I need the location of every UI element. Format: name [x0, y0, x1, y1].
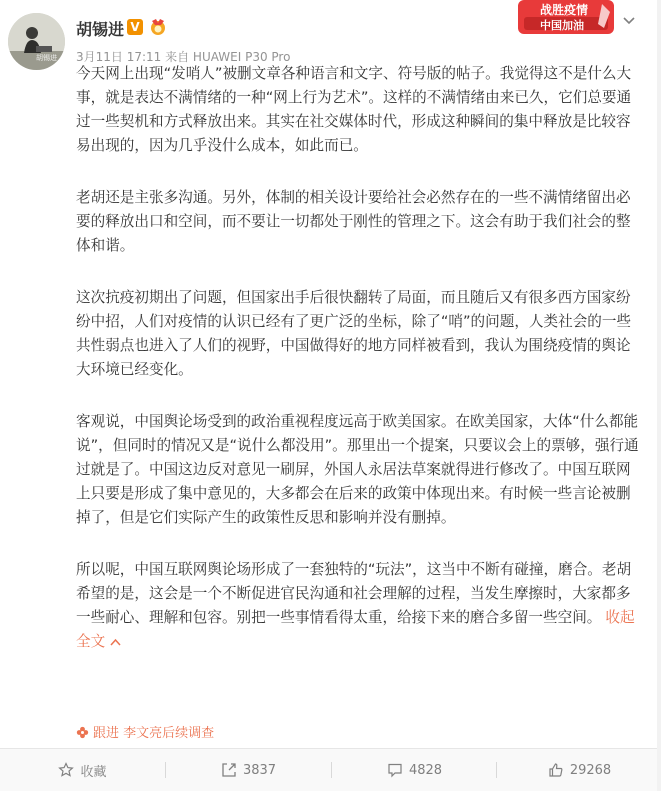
comment-button[interactable] [332, 749, 497, 791]
collapse-link[interactable]: 收起全文 [76, 609, 635, 650]
paragraph-5: 所以呢，中国互联网舆论场形成了一套独特的“玩法”，这当中不断有碰撞，磨合。老胡希望的是，这会是一个不断促进官民沟通和社会理解的过程，当发生摩擦时，大家都多一些耐心、理解和包容。别把一些事情看得太重，给接下来的磨合多留一些空间。 收起全文 [76, 561, 635, 650]
favorite-button[interactable] [0, 749, 165, 791]
author-name[interactable]: 胡锡进 [76, 20, 125, 39]
avatar-text: 胡锡进 [36, 54, 57, 62]
thumbs-up-icon [548, 762, 564, 778]
paragraph-4: 客观说，中国舆论场受到的政治重视程度远高于欧美国家。在欧美国家，大体“什么都能说”，但同时的情况又是“说什么都没用”。那里出一个提案，只要议会上的票够，强行通过就是了。中国这边反对意见一刷屏，外国人永居法草案就得进行修改了。中国互联网上只要是形成了集中意见的，大多都会在后来的政策中体现出来。有时候一些言论被删掉了，但是它们实际产生的政策性反思和影响并没有删掉。 [76, 413, 639, 526]
favorite-label: 收藏 [80, 764, 107, 780]
star-icon [58, 762, 74, 778]
comment-icon [387, 762, 403, 778]
repost-button[interactable] [166, 749, 331, 791]
verified-icon: V [127, 19, 143, 35]
post-meta: 3月11日 17:11 来自 HUAWEI P30 Pro [76, 50, 291, 64]
like-count: 29268 [569, 762, 612, 778]
like-button[interactable] [497, 749, 661, 791]
action-bar [0, 749, 661, 791]
paragraph-3: 这次抗疫初期出了问题，但国家出手后很快翻转了局面，而且随后又有很多西方国家纷纷中招，人们对疫情的认识已经有了更广泛的坐标，除了“哨”的问题，人类社会的一些共性弱点也进入了人们的视野，中国做得好的地方同样被看到，我认为围绕疫情的舆论大环境已经变化。 [76, 289, 632, 378]
avatar[interactable] [8, 13, 65, 70]
campaign-badge[interactable] [518, 0, 614, 34]
medal-icon [148, 18, 168, 36]
badge-line1: 战胜疫情 [540, 3, 589, 17]
scrollbar[interactable] [657, 0, 661, 791]
repost-count: 3837 [242, 762, 277, 778]
chevron-down-icon[interactable] [622, 13, 636, 27]
post-content [76, 62, 642, 654]
repost-icon [221, 762, 237, 778]
paragraph-1: 今天网上出现“发哨人”被删文章各种语言和文字、符号版的帖子。我觉得这不是什么大事，就是表达不满情绪的一种“网上行为艺术”。这样的不满情绪由来已久，它们总要通过一些契机和方式释放出来。其实在社交媒体时代，形成这种瞬间的集中释放是比较容易出现的，因为几乎没什么成本，如此而已。 [76, 65, 632, 154]
follow-topic-link[interactable]: 跟进 李文亮后续调查 [76, 722, 214, 741]
paragraph-2: 老胡还是主张多沟通。另外，体制的相关设计要给社会必然存在的一些不满情绪留出必要的释放出口和空间，而不要让一切都处于刚性的管理之下。这会有助于我们社会的整体和谐。 [76, 189, 631, 254]
badge-line2: 中国加油 [540, 19, 584, 32]
flower-icon [76, 726, 89, 739]
comment-count: 4828 [408, 762, 443, 778]
